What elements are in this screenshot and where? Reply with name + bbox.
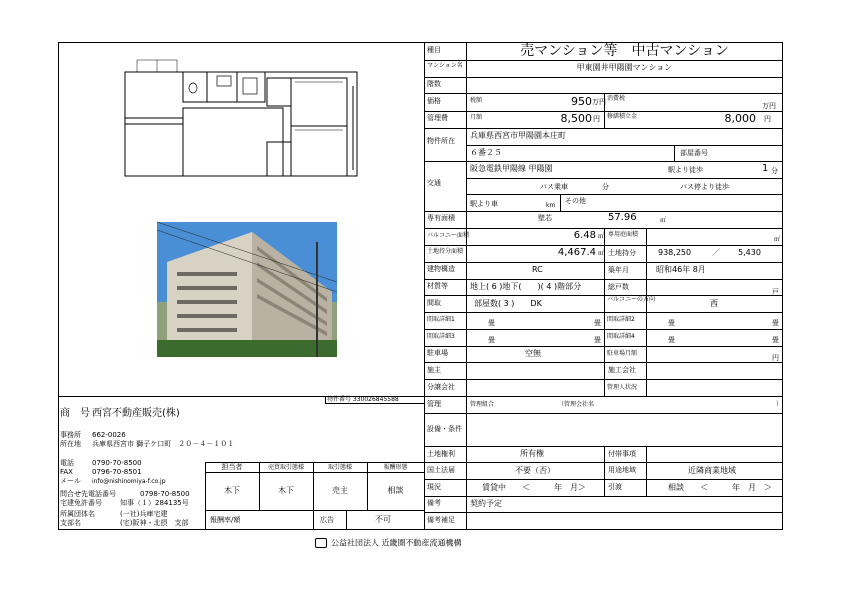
layout-detail1-b: 畳 [594,319,601,327]
layout-label: 間取 [427,299,441,307]
layout-value: 部屋数( 3 ) DK [474,299,542,308]
management-fee: 8,500 [560,112,592,125]
total-units-label: 総戸数 [608,283,629,291]
direction-value: 西 [710,299,718,308]
management-unit: 円 [593,115,600,123]
reserve-fee: 8,000 [724,112,756,125]
land-rights-label: 土地権利 [427,450,455,458]
material-label: 材質等 [427,282,448,290]
ad-label: 広告 [320,516,334,524]
layout-detail3-label: 間取詳細3 [427,333,455,340]
layout-detail3-b: 畳 [594,336,601,344]
staff-header-mode: 取引態様 [327,464,352,471]
land-share-unit: ㎡ [598,250,605,257]
bus-unit: 分 [602,183,609,191]
zone-label: 用途地域 [608,466,636,474]
assoc-name: (一社)兵庫宅建 [120,510,168,518]
land-ratio-label: 土地持分 [608,249,636,257]
walk-minutes: 1 [762,163,769,174]
transport-label: 交通 [427,179,441,187]
area-sub: 壁芯 [538,214,552,222]
land-law-label: 国土法届 [427,466,455,474]
status-value: 賃貸中 ＜ 年 月＞ [482,483,586,492]
license-label: 宅建免許番号 [60,499,102,507]
layout-detail4-label: 間取詳細4 [607,333,635,340]
staff-person: 木下 [224,486,240,495]
zone-value: 近隣商業地域 [688,466,736,475]
sales-label: 分譲会社 [427,383,455,391]
construction-label: 施工会社 [608,366,636,374]
reserve-unit: 円 [764,115,771,123]
km-unit: km [546,202,556,209]
tax-label: 消費税 [607,95,626,102]
mail-label: メール [60,477,81,485]
floor-label: 階数 [427,80,441,88]
floor-plan-image [117,58,367,180]
contact-label: 問合せ先電話番号 [60,490,116,498]
handover-value: 相談 ＜ 年 月 ＞ [668,483,772,492]
bus-walk-label: バス停より徒歩 [680,183,729,191]
management-label: 管理費 [427,114,448,122]
walk-label: 駅より徒歩 [668,166,703,174]
mgmt-close: ） [776,401,783,408]
price-value: 950 [571,95,592,108]
area-value: 57.96 [608,212,637,223]
property-type: 売マンション等 中古マンション [520,43,729,59]
association-logo-icon [315,538,327,548]
trade-name: 西宮不動産販売(株) [92,408,180,419]
mansion-name: 甲東園井甲陽園マンション [576,63,673,72]
company-address: 兵庫県西宮市 獅子ケ口町 ２０－４－１０１ [92,440,235,448]
mgmt-value: 管理組合 [470,401,495,408]
parking-fee-label: 駐車場月額 [607,350,638,357]
status-label: 現況 [427,483,441,491]
area-unit: ㎡ [660,217,667,224]
staff-header-trade: 売買取引態様 [267,464,304,471]
tax-unit: 万円 [762,102,776,110]
layout-detail2-a: 畳 [668,319,675,327]
built-date: 昭和46年 8月 [656,265,706,274]
ad-value: 不可 [375,515,391,524]
branch-name: (宅)阪神・北摂 支部 [120,519,189,527]
layout-detail3-a: 畳 [488,336,495,344]
license-number: 知事（１）284135号 [120,499,189,507]
property-number: 物件番号 330026845588 [327,396,399,403]
mgmt-label: 管理 [427,400,441,408]
fax-label: FAX [60,468,73,476]
room-label: 部屋番号 [680,149,708,157]
walk-unit: 分 [771,167,778,175]
parking-value: 空無 [525,349,541,358]
transfer-label: 付帯事項 [608,450,636,458]
staff-header-person: 担当者 [221,463,243,471]
staff-trade: 木下 [278,486,294,495]
private-garden-unit: ㎡ [774,236,781,243]
layout-detail1-label: 間取詳細1 [427,316,455,323]
name-label: マンション名 [427,62,463,69]
remarks-value: 契約予定 [470,499,502,508]
builder-label: 施主 [427,366,441,374]
bus-label: バス乗車 [540,183,568,191]
layout-detail4-b: 畳 [772,336,779,344]
structure-label: 建物構造 [427,265,455,273]
company-zip: 662-0026 [92,431,126,439]
direction-label: バルコニーの方向 [607,296,656,303]
land-rights-value: 所有権 [520,449,544,458]
lot-number: ６番２５ [470,148,502,157]
tel-label: 電話 [60,459,74,467]
layout-detail2-label: 間取詳細2 [607,316,635,323]
handover-label: 引渡 [608,483,622,491]
land-ratio-separator: ／ [712,248,720,257]
layout-detail1-a: 畳 [488,319,495,327]
private-garden-label: 専用庭面積 [608,231,639,238]
balcony-area: 6.48 [573,230,596,241]
management-sub: 月額 [470,114,483,121]
company-tel: 0790-70-8500 [92,459,142,467]
staff-header-fee: 報酬形態 [383,464,408,471]
footer-org [315,538,462,548]
parking-fee-unit: 円 [772,354,779,362]
balcony-unit: ㎡ [598,233,605,240]
layout-detail2-b: 畳 [772,319,779,327]
equipment-label: 設備・条件 [427,425,462,433]
layout-detail4-a: 畳 [668,336,675,344]
trade-label: 商 号 [60,408,90,419]
office-label: 事務所 [60,431,81,439]
transport-line: 阪急電鉄甲陽線 甲陽園 [470,164,553,173]
balcony-label: バルコニー面積 [427,232,470,239]
property-type-label: 種目 [427,46,441,54]
price-label: 価格 [427,97,441,105]
address-label: 所在地 [60,440,81,448]
staff-mode: 売主 [332,486,348,495]
location-label: 物件所在 [427,137,455,145]
structure-value: RC [532,265,543,274]
land-share-area: 4,467.4 [557,247,596,258]
price-unit: 万円 [592,98,606,106]
staff-fee-type: 相談 [387,486,404,495]
other-label: その他 [565,197,586,205]
total-units-unit: 戸 [772,288,779,296]
reserve-label: 修繕積立金 [607,113,638,120]
fee-rate-label: 報酬率/額 [210,516,241,524]
remarks-label: 備考 [427,499,441,507]
built-label: 築年月 [608,266,629,274]
company-mail[interactable]: info@nishinomiya-f.co.jp [92,478,166,485]
floors-value: 地上( 6 )地下( )( 4 )階部分 [470,282,582,291]
price-sub: 税額 [470,97,483,104]
contact-phone: 0798-70-8500 [140,490,190,498]
land-ratio-numerator: 938,250 [658,248,692,257]
footer-text: 公益社団法人 近畿圏不動産流通機構 [331,538,462,548]
building-photo [157,222,337,357]
area-label: 専有面積 [427,214,455,222]
branch-label: 支部名 [60,519,81,527]
mgmt-company: （管理会社名 [558,401,595,408]
land-law-value: 不要（否） [515,466,555,475]
parking-label: 駐車場 [427,349,448,357]
assoc-label: 所属団体名 [60,510,95,518]
manager-label: 管理人状況 [607,384,638,391]
land-share-label: 土地持分面積 [427,248,464,255]
car-label: 駅より車 [470,200,498,208]
address: 兵庫県西宮市甲陽園本庄町 [470,131,566,140]
company-fax: 0796-70-8501 [92,468,142,476]
remarks-supplement-label: 備考補足 [427,516,455,524]
column-divider [424,42,425,530]
land-ratio-denominator: 5,430 [738,248,761,257]
